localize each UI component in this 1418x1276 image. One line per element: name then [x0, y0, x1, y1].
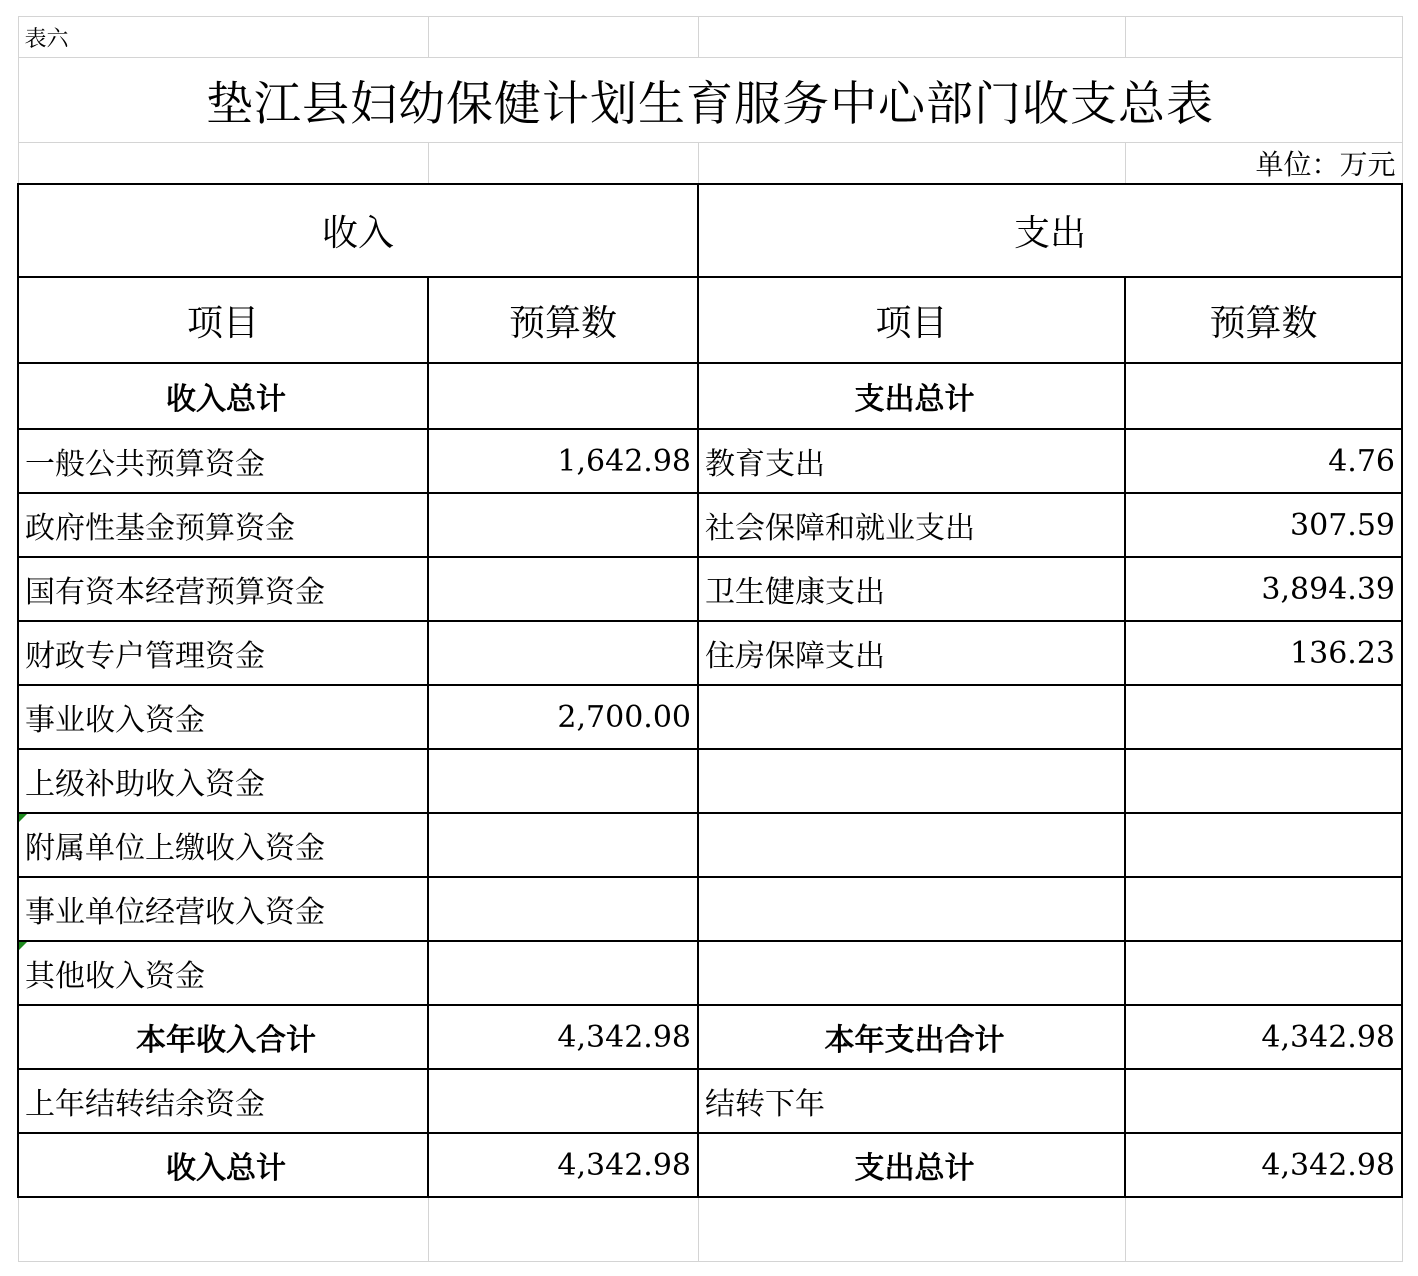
income-budget-header: 预算数: [428, 277, 698, 363]
expense-value: [1125, 363, 1402, 429]
expense-item: [698, 749, 1125, 813]
expense-value: 4,342.98: [1125, 1005, 1402, 1069]
income-value: 1,642.98: [428, 429, 698, 493]
expense-item: 支出总计: [698, 363, 1125, 429]
table-row: [18, 557, 1402, 621]
empty-cell: [18, 1197, 428, 1261]
expense-value: [1125, 813, 1402, 877]
income-value: [428, 749, 698, 813]
expense-budget-header: 预算数: [1125, 277, 1402, 363]
expense-item: 住房保障支出: [698, 621, 1125, 685]
income-value: [428, 877, 698, 941]
table-row: [18, 621, 1402, 685]
income-item: 国有资本经营预算资金: [18, 557, 428, 621]
expense-value: [1125, 941, 1402, 1005]
expense-item: 本年支出合计: [698, 1005, 1125, 1069]
expense-value: 307.59: [1125, 493, 1402, 557]
income-value: [428, 557, 698, 621]
income-section-header: 收入: [18, 184, 698, 277]
income-value: 2,700.00: [428, 685, 698, 749]
expense-item: 支出总计: [698, 1133, 1125, 1197]
empty-cell: [428, 143, 698, 185]
income-value: [428, 363, 698, 429]
empty-cell: [1125, 1197, 1402, 1261]
expense-item: 卫生健康支出: [698, 557, 1125, 621]
income-item: 财政专户管理资金: [18, 621, 428, 685]
income-item: 收入总计: [18, 363, 428, 429]
spreadsheet: [17, 16, 1403, 1262]
table-row: [18, 749, 1402, 813]
income-item: 本年收入合计: [18, 1005, 428, 1069]
page-title: 垫江县妇幼保健计划生育服务中心部门收支总表: [18, 58, 1402, 143]
empty-cell: [428, 1197, 698, 1261]
income-value: 4,342.98: [428, 1005, 698, 1069]
income-item: 上级补助收入资金: [18, 749, 428, 813]
expense-value: [1125, 1069, 1402, 1133]
expense-item: 社会保障和就业支出: [698, 493, 1125, 557]
expense-item: [698, 941, 1125, 1005]
expense-item: [698, 685, 1125, 749]
expense-item: 教育支出: [698, 429, 1125, 493]
expense-value: 4,342.98: [1125, 1133, 1402, 1197]
expense-value: 3,894.39: [1125, 557, 1402, 621]
empty-cell: [698, 17, 1125, 58]
income-value: [428, 621, 698, 685]
expense-value: 4.76: [1125, 429, 1402, 493]
table-row: [18, 1133, 1402, 1197]
table-row: [18, 429, 1402, 493]
income-item: 政府性基金预算资金: [18, 493, 428, 557]
table-row: [18, 1069, 1402, 1133]
expense-value: [1125, 877, 1402, 941]
income-value: [428, 1069, 698, 1133]
income-value: 4,342.98: [428, 1133, 698, 1197]
empty-cell: [698, 143, 1125, 185]
income-item: 事业单位经营收入资金: [18, 877, 428, 941]
table-row: [18, 685, 1402, 749]
empty-cell: [698, 1197, 1125, 1261]
expense-section-header: 支出: [698, 184, 1402, 277]
budget-table: [17, 16, 1403, 1262]
table-row: [18, 813, 1402, 877]
expense-value: [1125, 749, 1402, 813]
expense-value: 136.23: [1125, 621, 1402, 685]
table-row: [18, 877, 1402, 941]
table-row: [18, 493, 1402, 557]
income-item: 上年结转结余资金: [18, 1069, 428, 1133]
expense-item: [698, 813, 1125, 877]
expense-item: [698, 877, 1125, 941]
income-item: 附属单位上缴收入资金: [18, 813, 428, 877]
income-item: 一般公共预算资金: [18, 429, 428, 493]
empty-cell: [428, 17, 698, 58]
sheet-label: 表六: [18, 17, 428, 58]
income-item: 其他收入资金: [18, 941, 428, 1005]
table-row: [18, 941, 1402, 1005]
empty-cell: [18, 143, 428, 185]
table-row: [18, 363, 1402, 429]
expense-item-header: 项目: [698, 277, 1125, 363]
expense-value: [1125, 685, 1402, 749]
income-value: [428, 813, 698, 877]
income-value: [428, 493, 698, 557]
income-item: 事业收入资金: [18, 685, 428, 749]
empty-cell: [1125, 17, 1402, 58]
unit-label: 单位：万元: [1125, 143, 1402, 185]
income-value: [428, 941, 698, 1005]
income-item-header: 项目: [18, 277, 428, 363]
table-row: [18, 1005, 1402, 1069]
income-item: 收入总计: [18, 1133, 428, 1197]
expense-item: 结转下年: [698, 1069, 1125, 1133]
